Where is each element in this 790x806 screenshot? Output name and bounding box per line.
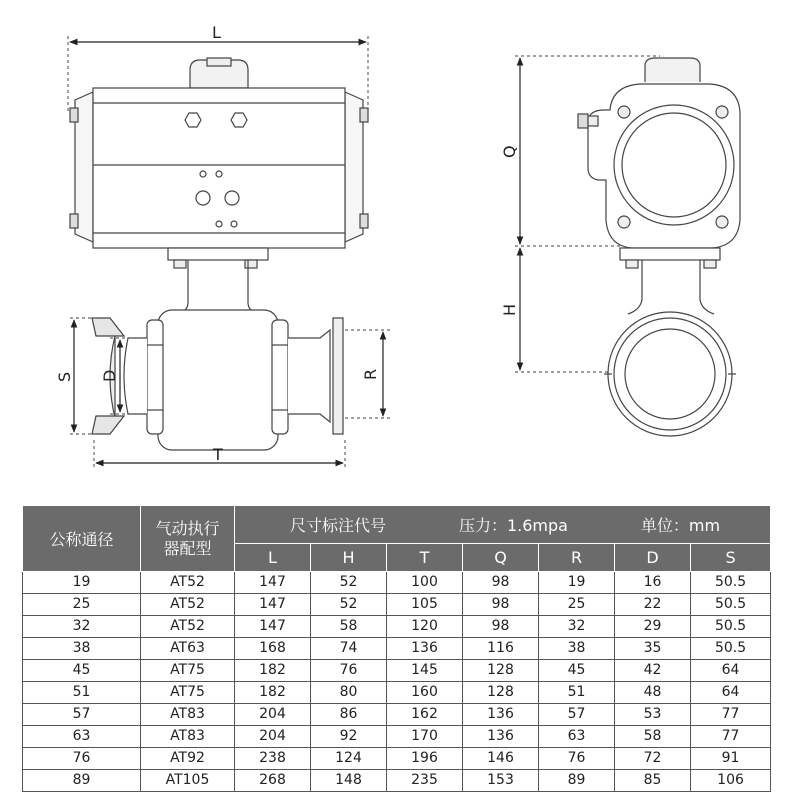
- table-row: [23, 770, 771, 792]
- column-header: H: [311, 544, 387, 572]
- table-cell: 147: [235, 594, 311, 616]
- table-cell: 58: [311, 616, 387, 638]
- table-cell: 136: [463, 704, 539, 726]
- header-actuator-line1: 气动执行: [155, 518, 220, 538]
- table-cell: 136: [463, 726, 539, 748]
- table-cell: 98: [463, 594, 539, 616]
- table-cell: 168: [235, 638, 311, 660]
- table-cell: 182: [235, 682, 311, 704]
- table-row: [23, 572, 771, 594]
- table-cell: 57: [23, 704, 141, 726]
- table-cell: 64: [691, 682, 771, 704]
- table-cell: 238: [235, 748, 311, 770]
- table-cell: 91: [691, 748, 771, 770]
- table-cell: 146: [463, 748, 539, 770]
- table-cell: 106: [691, 770, 771, 792]
- table-cell: 160: [387, 682, 463, 704]
- table-cell: 52: [311, 572, 387, 594]
- table-cell: 128: [463, 682, 539, 704]
- table-cell: 74: [311, 638, 387, 660]
- table-cell: 89: [23, 770, 141, 792]
- table-cell: 147: [235, 616, 311, 638]
- spec-table-body: [23, 572, 771, 792]
- header-pressure: 压力：1.6mpa: [458, 516, 568, 535]
- header-nominal-diameter: 公称通径: [23, 506, 141, 572]
- table-cell: 50.5: [691, 638, 771, 660]
- table-cell: 268: [235, 770, 311, 792]
- table-cell: 25: [539, 594, 615, 616]
- table-cell: 92: [311, 726, 387, 748]
- table-cell: 85: [615, 770, 691, 792]
- table-cell: AT63: [141, 638, 235, 660]
- table-cell: 124: [311, 748, 387, 770]
- table-cell: AT52: [141, 572, 235, 594]
- table-cell: 38: [23, 638, 141, 660]
- dim-label-D: D: [100, 369, 119, 382]
- table-row: [23, 704, 771, 726]
- header-unit: 单位：mm: [640, 516, 721, 535]
- table-cell: 29: [615, 616, 691, 638]
- table-cell: 32: [539, 616, 615, 638]
- dim-label-R: R: [361, 368, 380, 380]
- table-cell: 22: [615, 594, 691, 616]
- table-cell: 45: [23, 660, 141, 682]
- table-cell: 64: [691, 660, 771, 682]
- table-cell: 57: [539, 704, 615, 726]
- table-cell: 235: [387, 770, 463, 792]
- table-cell: 182: [235, 660, 311, 682]
- table-cell: 98: [463, 616, 539, 638]
- table-cell: AT92: [141, 748, 235, 770]
- table-cell: 86: [311, 704, 387, 726]
- column-header: L: [235, 544, 311, 572]
- table-cell: 72: [615, 748, 691, 770]
- table-cell: AT75: [141, 682, 235, 704]
- table-cell: 35: [615, 638, 691, 660]
- dim-label-L: L: [212, 23, 221, 42]
- table-row: [23, 682, 771, 704]
- header-actuator-line2: 器配型: [163, 538, 212, 558]
- table-cell: 50.5: [691, 572, 771, 594]
- table-cell: 53: [615, 704, 691, 726]
- table-cell: AT83: [141, 726, 235, 748]
- table-cell: AT83: [141, 704, 235, 726]
- dim-label-Q: Q: [500, 145, 519, 158]
- table-row: [23, 748, 771, 770]
- table-cell: 52: [311, 594, 387, 616]
- column-header: D: [615, 544, 691, 572]
- table-cell: 51: [539, 682, 615, 704]
- table-cell: 162: [387, 704, 463, 726]
- table-cell: AT75: [141, 660, 235, 682]
- table-cell: 204: [235, 704, 311, 726]
- table-cell: 51: [23, 682, 141, 704]
- table-row: [23, 660, 771, 682]
- table-cell: 128: [463, 660, 539, 682]
- table-cell: 89: [539, 770, 615, 792]
- table-cell: 16: [615, 572, 691, 594]
- table-cell: 76: [311, 660, 387, 682]
- table-cell: 147: [235, 572, 311, 594]
- spec-table: [22, 505, 771, 792]
- header-dimension-code: 尺寸标注代号: [290, 516, 387, 535]
- table-cell: 63: [23, 726, 141, 748]
- table-cell: 136: [387, 638, 463, 660]
- table-cell: 38: [539, 638, 615, 660]
- table-cell: 204: [235, 726, 311, 748]
- header-actuator: [141, 506, 235, 572]
- table-cell: 145: [387, 660, 463, 682]
- table-cell: 120: [387, 616, 463, 638]
- table-cell: 19: [539, 572, 615, 594]
- dim-label-S: S: [55, 371, 74, 382]
- table-row: [23, 594, 771, 616]
- header-dimension-group: [235, 506, 771, 544]
- column-header: R: [539, 544, 615, 572]
- table-cell: 63: [539, 726, 615, 748]
- table-row: [23, 616, 771, 638]
- table-cell: 105: [387, 594, 463, 616]
- table-row: [23, 726, 771, 748]
- table-cell: 48: [615, 682, 691, 704]
- table-cell: 77: [691, 704, 771, 726]
- column-header: T: [387, 544, 463, 572]
- table-cell: 25: [23, 594, 141, 616]
- table-cell: 77: [691, 726, 771, 748]
- table-cell: 58: [615, 726, 691, 748]
- table-cell: 98: [463, 572, 539, 594]
- table-cell: AT52: [141, 594, 235, 616]
- table-cell: 45: [539, 660, 615, 682]
- column-header: S: [691, 544, 771, 572]
- front-view: [68, 36, 390, 468]
- table-cell: 170: [387, 726, 463, 748]
- table-cell: 196: [387, 748, 463, 770]
- side-view: [515, 56, 740, 436]
- column-header: Q: [463, 544, 539, 572]
- table-cell: 153: [463, 770, 539, 792]
- table-cell: 148: [311, 770, 387, 792]
- table-cell: 32: [23, 616, 141, 638]
- dim-label-H: H: [500, 303, 519, 316]
- dim-label-T: T: [213, 445, 223, 464]
- table-cell: 100: [387, 572, 463, 594]
- table-cell: 76: [23, 748, 141, 770]
- table-cell: 50.5: [691, 616, 771, 638]
- table-row: [23, 638, 771, 660]
- table-cell: AT52: [141, 616, 235, 638]
- table-cell: 42: [615, 660, 691, 682]
- table-cell: 76: [539, 748, 615, 770]
- table-cell: 116: [463, 638, 539, 660]
- table-cell: 19: [23, 572, 141, 594]
- table-cell: 50.5: [691, 594, 771, 616]
- table-cell: 80: [311, 682, 387, 704]
- table-cell: AT105: [141, 770, 235, 792]
